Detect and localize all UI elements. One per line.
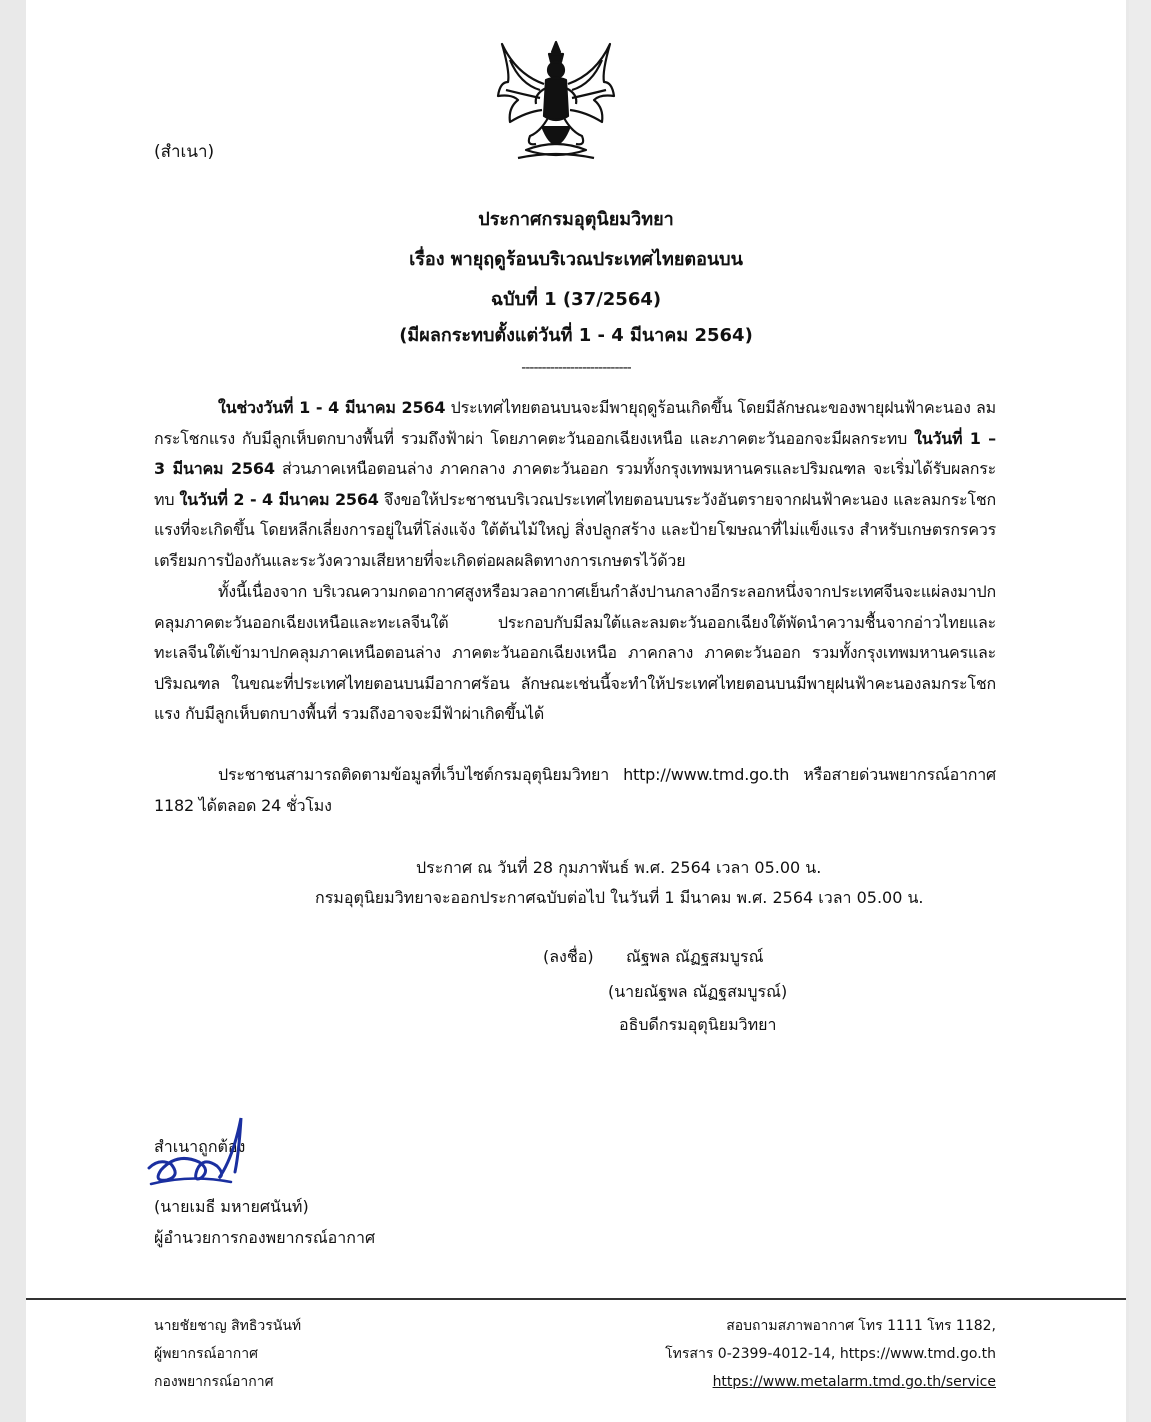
scrollbar[interactable] [1129, 0, 1151, 1422]
announcement-issue: ฉบับที่ 1 (37/2564) [490, 289, 662, 310]
footer-person-division: กองพยากรณ์อากาศ [154, 1374, 274, 1390]
para1-text-c: จึงขอให้ประชาชนบริเวณประเทศไทยตอนบนระวังอันตรายจากฝนฟ้าคะนอง และลมกระโชกแรงที่จะเกิดขึ้น โดยหลีกเลี่ยงการอยู่ในที่โล่งแจ้ง ใต้ต้นไม้ใหญ่ สิ่งปลูกสร้าง และป้ายโฆษณาที่ไม่แข็งแรง สำหรับเกษตรกรควรเตรียมการป้องกันและระวังความเสียหายที่จะเกิดต่อผลผลิตทางการเกษตรไว้ด้วย [154, 489, 996, 570]
announcement-title: ประกาศกรมอุตุนิยมวิทยา [478, 209, 674, 230]
signatory-position: อธิบดีกรมอุตุนิยมวิทยา [619, 1015, 777, 1034]
next-announcement: กรมอุตุนิยมวิทยาจะออกประกาศฉบับต่อไป ในวันที่ 1 มีนาคม พ.ศ. 2564 เวลา 05.00 น. [315, 888, 924, 907]
body-paragraph-2 [154, 577, 996, 730]
metalarm-service-link[interactable]: https://www.metalarm.tmd.go.th/service [712, 1374, 996, 1390]
footer-person-title: ผู้พยากรณ์อากาศ [154, 1346, 258, 1362]
footer-contact-info [665, 1312, 996, 1396]
footer-person-name: นายชัยชาญ สิทธิวรนันท์ [154, 1318, 302, 1334]
para3-text: ประชาชนสามารถติดตามข้อมูลที่เว็บไซต์กรมอุตุนิยมวิทยา http://www.tmd.go.th หรือสายด่วนพยากรณ์อากาศ 1182 ได้ตลอด 24 ชั่วโมง [154, 765, 996, 815]
document-page [26, 0, 1126, 1422]
footer-contact-person [154, 1312, 301, 1396]
certified-copy-label: สำเนาถูกต้อง [154, 1137, 246, 1156]
announcement-effective-date: (มีผลกระทบตั้งแต่วันที่ 1 - 4 มีนาคม 2564) [399, 325, 753, 346]
signature-label: (ลงชื่อ) [543, 947, 594, 966]
signatory-full-name: (นายณัฐพล ณัฏฐสมบูรณ์) [608, 982, 788, 1001]
footer-phone-line: สอบถามสภาพอากาศ โทร 1111 โทร 1182, [726, 1318, 996, 1334]
certifier-position: ผู้อำนวยการกองพยากรณ์อากาศ [154, 1228, 376, 1247]
date-range-1: ในช่วงวันที่ 1 - 4 มีนาคม 2564 [218, 398, 446, 417]
date-range-2: ในวันที่ 1 – 3 มีนาคม 2564 [154, 428, 996, 479]
para1-text-b: ส่วนภาคเหนือตอนล่าง ภาคกลาง ภาคตะวันออก รวมทั้งกรุงเทพมหานครและปริมณฑล จะเริ่มได้รับผลกระทบ [154, 459, 996, 509]
certifier-name: (นายเมธี มหายศนันท์) [154, 1197, 309, 1216]
footer-divider [26, 1298, 1126, 1300]
announce-date: ประกาศ ณ วันที่ 28 กุมภาพันธ์ พ.ศ. 2564 เวลา 05.00 น. [416, 858, 822, 877]
date-range-3: ในวันที่ 2 - 4 มีนาคม 2564 [179, 489, 379, 509]
para2-text: ทั้งนี้เนื่องจาก บริเวณความกดอากาศสูงหรือมวลอากาศเย็นกำลังปานกลางอีกระลอกหนึ่งจากประเทศจีนจะแผ่ลงมาปกคลุมภาคตะวันออกเฉียงเหนือและทะเลจีนใต้ ประกอบกับมีลมใต้และลมตะวันออกเฉียงใต้พัดนำความชื้นจากอ่าวไทยและทะเลจีนใต้เข้ามาปกคลุมภาคเหนือตอนล่าง ภาคตะวันออกเฉียงเหนือ ภาคกลาง ภาคตะวันออก รวมทั้งกรุงเทพมหานครและปริมณฑล ในขณะที่ประเทศไทยตอนบนมีอากาศร้อน ลักษณะเช่นนี้จะทำให้ประเทศไทยตอนบนมีพายุฝนฟ้าคะนองลมกระโชกแรง กับมีลูกเห็บตกบางพื้นที่ รวมถึงอาจจะมีฟ้าผ่าเกิดขึ้นได้ [154, 582, 996, 724]
body-paragraph-1 [154, 393, 996, 577]
footer-fax-line: โทรสาร 0-2399-4012-14, https://www.tmd.go.th [665, 1346, 996, 1362]
copy-label: (สำเนา) [154, 142, 215, 162]
para1-text-a: ประเทศไทยตอนบนจะมีพายุฤดูร้อนเกิดขึ้น โดยมีลักษณะของพายุฝนฟ้าคะนอง ลมกระโชกแรง กับมีลูกเห็บตกบางพื้นที่ รวมถึงฟ้าผ่า โดยภาคตะวันออกเฉียงเหนือ และภาคตะวันออกจะมีผลกระทบ [154, 398, 996, 448]
announcement-subject: เรื่อง พายุฤดูร้อนบริเวณประเทศไทยตอนบน [409, 249, 743, 270]
garuda-emblem-icon [496, 38, 616, 166]
signature-name: ณัฐพล ณัฏฐสมบูรณ์ [626, 947, 764, 966]
handwritten-signature-icon [141, 1112, 251, 1192]
separator-line: --------------------------- [521, 360, 631, 376]
body-paragraph-3 [154, 760, 996, 821]
